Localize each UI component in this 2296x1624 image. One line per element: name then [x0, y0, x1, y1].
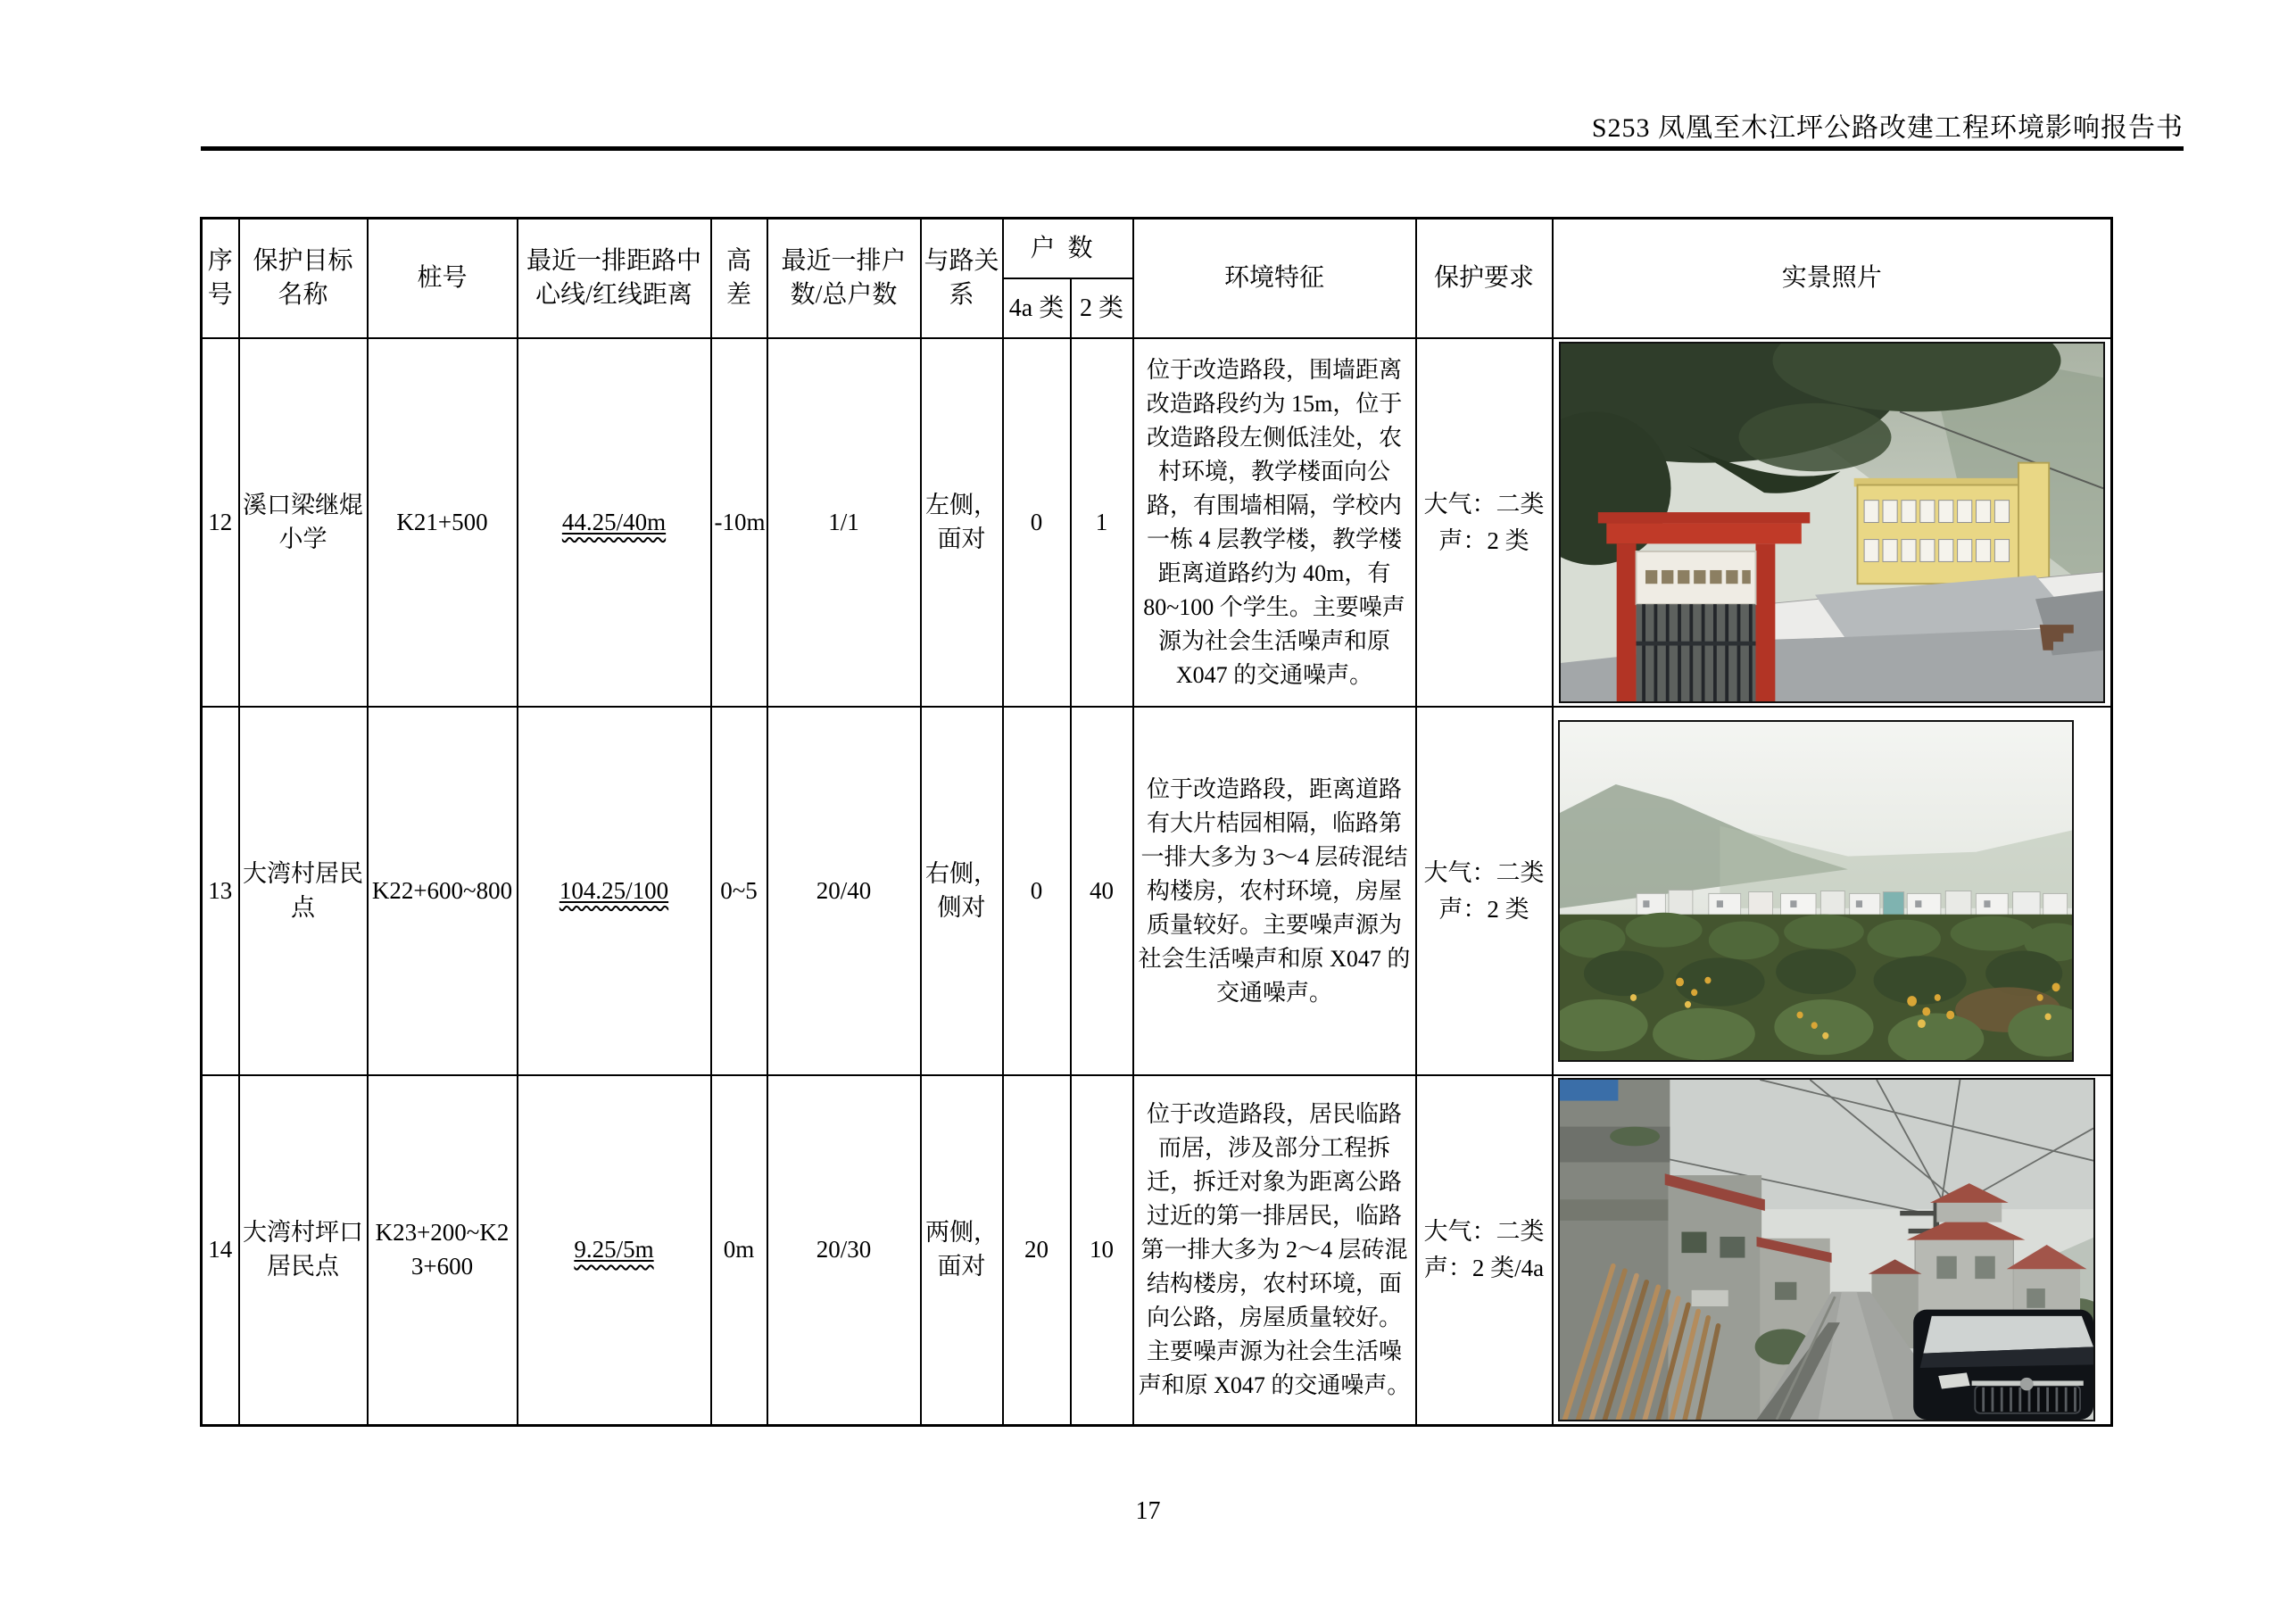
- col-header-distance: 最近一排距路中心线/红线距离: [518, 219, 711, 339]
- col-header-height-diff: 高差: [711, 219, 767, 339]
- road-relation: 左侧，面对: [921, 338, 1003, 707]
- protection-noise: 声：2 类: [1438, 526, 1529, 554]
- target-name: 大湾村坪口居民点: [239, 1075, 368, 1425]
- col-header-class-2: 2 类: [1071, 278, 1133, 338]
- protection-noise: 声：2 类: [1438, 895, 1529, 923]
- header-rule: [201, 146, 2184, 151]
- page-header-title: S253 凤凰至木江坪公路改建工程环境影响报告书: [1591, 113, 2184, 143]
- households-value: 1/1: [767, 338, 921, 707]
- table-row: [202, 338, 2112, 707]
- photo-village-street: [1558, 1078, 2095, 1421]
- height-diff: 0m: [711, 1075, 767, 1425]
- class-2-count: 40: [1071, 707, 1133, 1075]
- col-header-stake: 桩号: [368, 219, 518, 339]
- col-header-class-4a: 4a 类: [1003, 278, 1071, 338]
- protection-req: [1416, 1075, 1553, 1425]
- height-diff: -10m: [711, 338, 767, 707]
- col-header-households: 最近一排户数/总户数: [767, 219, 921, 339]
- distance-cell: [518, 1075, 711, 1425]
- road-relation: 右侧，侧对: [921, 707, 1003, 1075]
- photo-school-gate: [1559, 342, 2105, 703]
- target-name: 大湾村居民点: [239, 707, 368, 1075]
- col-header-protection-req: 保护要求: [1416, 219, 1553, 339]
- protection-noise: 声：2 类/4a: [1423, 1254, 1545, 1281]
- protection-req: [1416, 338, 1553, 707]
- env-features: 位于改造路段，距离道路有大片桔园相隔，临路第一排大多为 3～4 层砖混结构楼房，农村环境，房屋质量较好。主要噪声源为社会生活噪声和原 X047 的交通噪声。: [1133, 707, 1416, 1075]
- row-index: 14: [202, 1075, 239, 1425]
- protection-req: [1416, 707, 1553, 1075]
- stake-number: K22+600~800: [368, 707, 518, 1075]
- table-row: [202, 1075, 2112, 1425]
- distance-cell: [518, 707, 711, 1075]
- distance-cell: [518, 338, 711, 707]
- col-header-target-name: 保护目标名称: [239, 219, 368, 339]
- road-relation: 两侧，面对: [921, 1075, 1003, 1425]
- stake-number: K21+500: [368, 338, 518, 707]
- distance-value: 44.25/40m: [561, 508, 667, 535]
- row-index: 13: [202, 707, 239, 1075]
- class-4a-count: 0: [1003, 338, 1071, 707]
- protection-targets-table: [200, 217, 2113, 1427]
- col-header-env-features: 环境特征: [1133, 219, 1416, 339]
- class-4a-count: 0: [1003, 707, 1071, 1075]
- photo-cell: [1553, 707, 2112, 1075]
- households-value: 20/40: [767, 707, 921, 1075]
- col-header-photo: 实景照片: [1553, 219, 2112, 339]
- class-2-count: 10: [1071, 1075, 1133, 1425]
- col-header-index: 序号: [202, 219, 239, 339]
- distance-value: 9.25/5m: [574, 1235, 654, 1263]
- col-header-household-count: 户数: [1003, 219, 1133, 279]
- photo-cell: [1553, 1075, 2112, 1425]
- photo-cell: [1553, 338, 2112, 707]
- row-index: 12: [202, 338, 239, 707]
- protection-air: 大气：二类: [1423, 859, 1545, 886]
- distance-value: 104.25/100: [559, 876, 669, 904]
- height-diff: 0~5: [711, 707, 767, 1075]
- protection-air: 大气：二类: [1423, 1218, 1545, 1246]
- page-number: 17: [1135, 1497, 1161, 1525]
- col-header-road-relation: 与路关系: [921, 219, 1003, 339]
- protection-air: 大气：二类: [1423, 491, 1545, 518]
- table-row: [202, 707, 2112, 1075]
- class-2-count: 1: [1071, 338, 1133, 707]
- photo-orchard-village: [1558, 720, 2074, 1062]
- stake-number: K23+200~K23+600: [368, 1075, 518, 1425]
- target-name: 溪口梁继焜小学: [239, 338, 368, 707]
- env-features: 位于改造路段，围墙距离改造路段约为 15m，位于改造路段左侧低洼处，农村环境，教学楼面向公路，有围墙相隔，学校内一栋 4 层教学楼，教学楼距离道路约为 40m，有 80~100 个学生。主要噪声源为社会生活噪声和原 X047 的交通噪声。: [1133, 338, 1416, 707]
- households-value: 20/30: [767, 1075, 921, 1425]
- env-features: 位于改造路段，居民临路而居，涉及部分工程拆迁，拆迁对象为距离公路过近的第一排居民，临路第一排大多为 2～4 层砖混结构楼房，农村环境，面向公路，房屋质量较好。主要噪声源为社会生活噪声和原 X047 的交通噪声。: [1133, 1075, 1416, 1425]
- class-4a-count: 20: [1003, 1075, 1071, 1425]
